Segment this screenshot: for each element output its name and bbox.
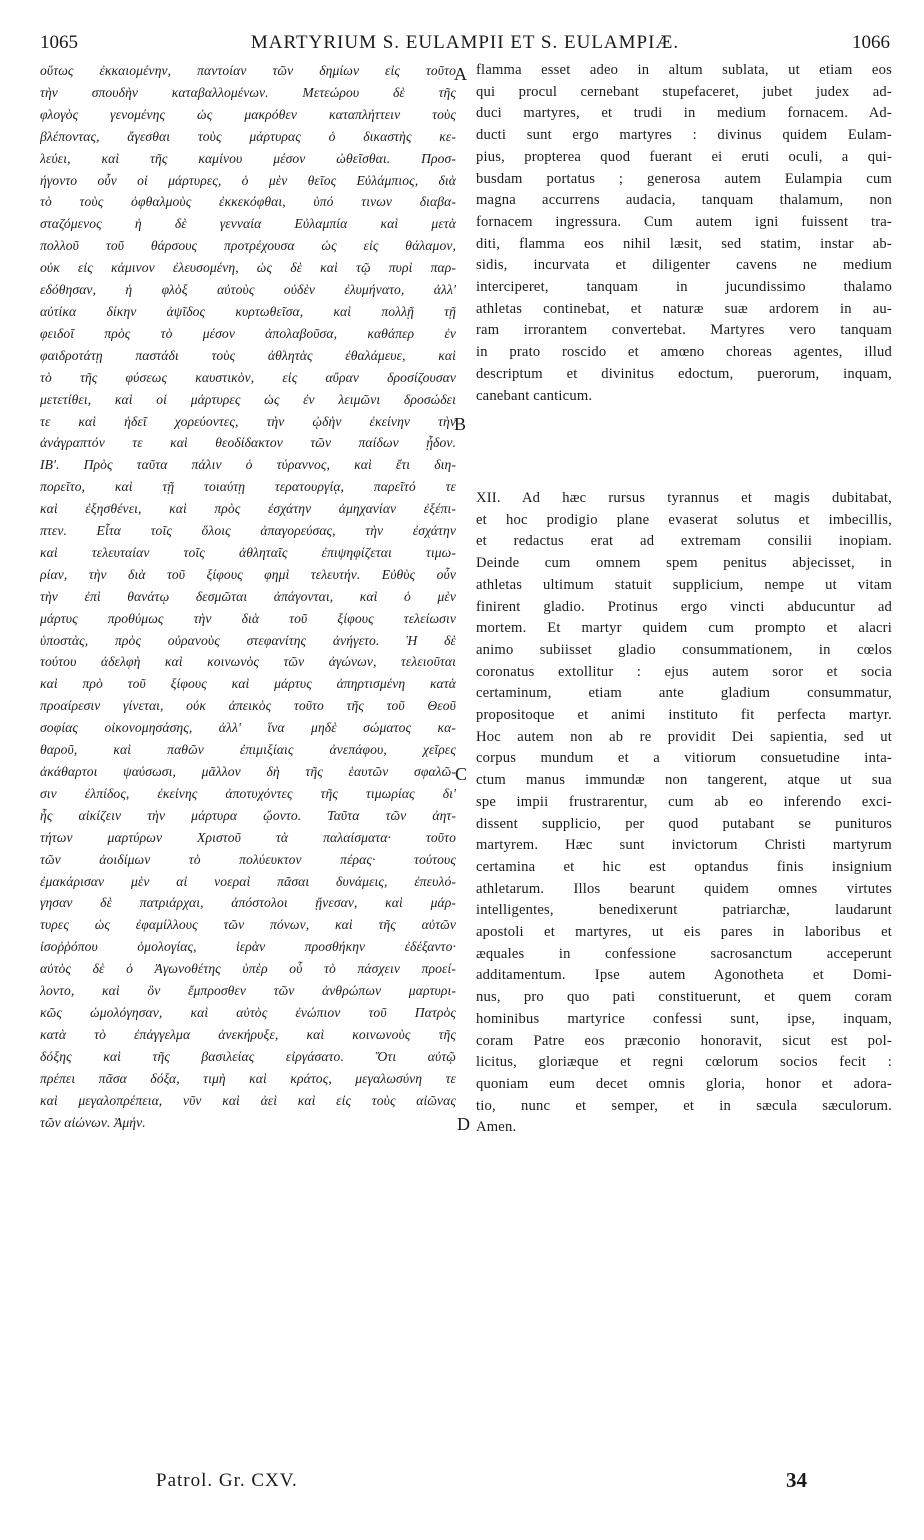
latin-text-line: Amen. (476, 1119, 517, 1136)
running-title: MARTYRIUM S. EULAMPII ET S. EULAMPIÆ. (250, 32, 680, 53)
greek-text-line: καὶ τελευταίαν τοῖς ἀθληταῖς ἐπιψηφίζεται τιμω- (40, 544, 456, 560)
greek-text-line: τὸ τοὺς ὀφθαλμοὺς ἐκκεκόφθαι, ὑπό τινων διαβα- (40, 194, 456, 210)
greek-text-line: καὶ πρὸ τοῦ ξίφους καὶ μάρτυς ἀπηρτισμένη κατὰ (40, 676, 456, 692)
latin-text-line: martyrem. Hæc sunt invictorum Christi martyrum (476, 837, 892, 854)
greek-text-line: ρίαν, τὴν διὰ τοῦ ξίφους φημὶ τελευτήν. Εὐθὺς οὖν (40, 566, 456, 582)
latin-text-line: et redactus erat ad extremam consilii inopiam. (476, 533, 892, 550)
greek-text-line: τε καὶ ἡδεῖ χορεύοντες, τὴν ᾠδὴν ἐκείνην τὴν (40, 413, 456, 429)
latin-text-line: dissent supplicio, per quod putabant se punituros (476, 815, 892, 832)
greek-text-line: φειδοῖ πρὸς τὸ μέσον ἀπολαβοῦσα, καθάπερ ἐν (40, 325, 456, 341)
latin-text-line: intelligentes, benedixerunt patriarchæ, laudarunt (476, 902, 892, 919)
latin-text-line: busdam portatus ; generosa autem Eulampia cum (476, 170, 892, 187)
latin-text-line: certaminum, etiam ante gladium consummatur, (476, 685, 892, 702)
latin-text-line: apostoli et martyres, ut eis pares in laboribus et (476, 924, 892, 941)
latin-text-line: interciperet, tanquam in jucundissimo thalamo (476, 279, 892, 296)
latin-text-line: animo subiisset gladio consummationem, in cœlos (476, 641, 892, 658)
greek-text-column (40, 60, 456, 1133)
greek-text-line: μάρτυς προθύμως τὴν διὰ τοῦ ξίφους τελείωσιν (40, 610, 456, 626)
latin-text-column-bottom (476, 488, 892, 1139)
patrologia-volume-note: Patrol. Gr. CXV. (156, 1470, 298, 1491)
greek-text-line: τούτου ἀδελφὴ καὶ κοινωνὸς τῶν ἀγώνων, τελειοῦται (40, 654, 456, 670)
greek-text-line: κῶς ὡμολόγησαν, καὶ αὐτὸς ἐνώπιον τοῦ Πατρὸς (40, 1004, 456, 1020)
greek-text-line: ἀνάγραπτόν τε καὶ θεοδίδακτον τῶν παίδων ᾖδον. (40, 435, 456, 451)
greek-text-line: αὐτίκα δίκην ἀψῖδος κυρτωθεῖσα, καὶ πολλῇ τῇ (40, 303, 456, 319)
latin-text-line: athletarum. Illos bearunt quidem omnes virtutes (476, 880, 892, 897)
latin-text-line: ram irrorantem convertebat. Martyres vero tanquam (476, 322, 892, 339)
greek-text-line: φλογὸς γενομένης ὡς μακρόθεν καταπλήττειν τοὺς (40, 106, 456, 122)
latin-text-line: athletas ultimum statuit supplicium, nempe ut vitam (476, 576, 892, 593)
latin-text-line: magna accurrens audacia, tanquam thalamum, non (476, 192, 892, 209)
section-marker-d: D (457, 1114, 470, 1134)
latin-text-line: Hoc autem non ab re providit Dei sapientia, sed ut (476, 728, 892, 745)
latin-text-line: canebant canticum. (476, 387, 593, 404)
latin-text-line: et hoc prodigio plane evaserat solutus et imbecillis, (476, 511, 892, 528)
latin-text-line: licitus, gloriæque et regni cœlorum socios fecit : (476, 1054, 892, 1071)
greek-text-line: κατὰ τὸ ἐπάγγελμα ἀνεκήρυξε, καὶ κοινωνοὺς τῆς (40, 1026, 456, 1042)
latin-text-line: spe impii frustrarentur, cum ab eo inferendo exci- (476, 793, 892, 810)
latin-text-line: duci martyres, et trudi in medium fornacem. Ad- (476, 105, 892, 122)
latin-text-line: mortem. Et martyr quidem cum prompto et alacri (476, 620, 892, 637)
greek-text-line: ἐμακάρισαν μὲν αἱ νοεραὶ πᾶσαι δυνάμεις, ἐπευλό- (40, 873, 456, 889)
section-marker-b: B (454, 414, 467, 434)
greek-text-line: τῶν αἰώνων. Ἀμήν. (40, 1114, 146, 1130)
latin-text-line: coram Patre eos præconio honoravit, sicut est pol- (476, 1032, 892, 1049)
greek-text-line: οὕτως ἐκκαιομένην, παντοίαν τῶν δημίων εἰς τοῦτο (40, 63, 456, 78)
greek-text-line: προαίρεσιν γίνεται, οὐκ ἀπεικὸς τοῦτο τῆς τοῦ Θεοῦ (40, 698, 456, 714)
latin-text-line: finirent gladio. Protinus ergo vincti abducuntur ad (476, 598, 892, 615)
greek-text-line: γησαν δὲ πατριάρχαι, ἀπόστολοι ᾔνεσαν, καὶ μάρ- (40, 895, 456, 911)
greek-text-line: λοντο, καὶ ὃν ἔμπροσθεν τῶν ἀνθρώπων μαρτυρι- (40, 983, 456, 999)
greek-text-line: τήτων μαρτύρων Χριστοῦ τὰ παλαίσματα· τοῦτο (40, 829, 456, 845)
greek-text-line: πολλοῦ τοῦ θάρσους προτρέχουσα ὡς εἰς θάλαμον, (40, 238, 456, 254)
greek-text-line: φαιδροτάτῃ παστάδι τοὺς ἀθλητὰς ἐθαλάμευε, καὶ (40, 347, 456, 363)
greek-text-line: τῶν ἀοιδίμων τὸ πολύευκτον πέρας· τούτους (40, 851, 456, 867)
latin-text-line: corpus mundum et a vitiorum consuetudine inta- (476, 750, 892, 767)
latin-text-line: nus, pro quo pati constituerunt, et quem coram (476, 989, 892, 1006)
latin-text-line: pius, propterea quod fuerant ei eruti oculi, a qui- (476, 148, 892, 165)
greek-text-line: δόξης καὶ τῆς βασιλείας εἰργάσατο. Ὅτι αὐτῷ (40, 1048, 456, 1064)
greek-text-line: καὶ ἐξησθένει, καὶ πρὸς ἐσχάτην ἀμηχανίαν ἐξέπι- (40, 501, 456, 517)
latin-text-line: diti, flamma eos nihil læsit, sed statim, instar ab- (476, 235, 892, 252)
running-header (40, 32, 890, 60)
section-marker-a: A (454, 64, 467, 84)
latin-text-line: sidis, incurvata et diligenter cavens ne medium (476, 257, 892, 274)
latin-text-column-top (476, 60, 892, 407)
signature-mark: 34 (786, 1468, 807, 1492)
latin-text-line: in prato roscido et amœno choreas agentes, illud (476, 344, 892, 361)
greek-text-line: εδόθησαν, ἡ φλὸξ αὐτοὺς οὐδὲν ἐλυμήνατο, ἀλλ' (40, 282, 456, 298)
greek-text-line: αὐτὸς δὲ ὁ Ἀγωνοθέτης ὑπὲρ οὗ τὸ πάσχειν προεί- (40, 961, 456, 977)
greek-text-line: τὴν ἐπὶ θανάτῳ δεσμῶται ἀπάγονται, καὶ ὁ μὲν (40, 588, 456, 604)
greek-text-line: ἀκάθαρτοι ψαύσωσι, μᾶλλον δὴ τῆς ἑαυτῶν σφαλῶ- (40, 764, 456, 779)
greek-text-line: πρέπει πᾶσα δόξα, τιμὴ καὶ κράτος, μεγαλωσύνη τε (40, 1070, 456, 1086)
latin-text-line: descriptum et divinitus edoctum, puerorum, inquam, (476, 365, 892, 382)
greek-text-line: τὴν σπουδὴν καταβαλλομένων. Μετεώρου δὲ τῆς (40, 84, 456, 100)
latin-text-line: flamma esset adeo in altum sublata, ut etiam eos (476, 62, 892, 78)
latin-text-line: propositoque et animi instituto fit perfecta martyr. (476, 707, 892, 724)
latin-text-line: coronatus extollitur : ejus autem soror et socia (476, 663, 892, 680)
latin-text-line: additamentum. Ipse autem Agonotheta et Domi- (476, 967, 892, 984)
page-number-right: 1066 (852, 32, 890, 53)
greek-text-line: οὐκ εἰς κάμινον ἐλευσομένη, ὡς δὲ καὶ τῷ πυρὶ παρ- (40, 260, 456, 276)
greek-text-line: ὑποστὰς, πρὸς οὐρανοὺς στεφανίτης ἀνήγετο. Ἡ δὲ (40, 632, 456, 648)
latin-text-line: fornacem ingressura. Cum autem igni fuissent tra- (476, 213, 892, 230)
greek-text-line: πτεν. Εἶτα τοῖς ὅλοις ἀπαγορεύσας, τὴν ἐσχάτην (40, 523, 456, 539)
greek-text-line: τυρες ὡς ἐφαμίλλους τῶν πόνων, καὶ τῆς αὐτῶν (40, 917, 456, 933)
greek-text-line: μετετίθει, καὶ οἱ μάρτυρες ὡς ἐν λειμῶνι δροσώδει (40, 391, 456, 407)
greek-text-line: πορεῖτο, καὶ τῇ τοιαύτῃ τερατουργίᾳ, παρεῖτό τε (40, 479, 456, 495)
latin-text-line: Deinde cum omnem spem penitus abjecisset, in (476, 555, 892, 572)
greek-text-line: τὸ τῆς φύσεως καυστικὸν, εἰς αὔραν δροσίζουσαν (40, 369, 456, 385)
latin-text-line: quoniam eum decet omnis gloria, honor et adora- (476, 1075, 892, 1092)
greek-text-line: λεύει, καὶ τῆς καμίνου μέσον ὠθεῖσθαι. Προσ- (40, 150, 456, 166)
greek-text-line: θαροῦ, καὶ παθῶν ἐπιμιξίαις ἀνεπάφου, χεῖρες (40, 742, 456, 758)
latin-text-line: ducti sunt ergo martyres : divinus quidem Eulam- (476, 127, 892, 144)
greek-text-line: σοφίας οἰκονομησάσης, ἀλλ' ἵνα μηδὲ σώματος κα- (40, 720, 456, 736)
latin-text-line: hominibus martyrice confessi sunt, ipse, inquam, (476, 1010, 892, 1027)
greek-text-line: ἧς αἰκίζειν τὴν μάρτυρα ᾤοντο. Ταῦτα τῶν ἀητ- (40, 807, 456, 823)
greek-text-line: ΙΒ'. Πρὸς ταῦτα πάλιν ὁ τύραννος, καὶ ἔτι διη- (40, 457, 456, 473)
page-number-left: 1065 (40, 32, 78, 53)
latin-text-line: XII. Ad hæc rursus tyrannus et magis dubitabat, (476, 490, 892, 506)
greek-text-line: βλέποντας, ἄγεσθαι τοὺς μάρτυρας ὁ δικαστὴς κε- (40, 128, 456, 144)
latin-text-line: athletas continebat, et naturæ suæ ardorem in au- (476, 300, 892, 317)
latin-text-line: qui procul cernebant stupefaceret, jubet judex ad- (476, 83, 892, 100)
latin-text-line: æquales in confessione sacrosanctum acceperunt (476, 945, 892, 962)
greek-text-line: καὶ μεγαλοπρέπεια, νῦν καὶ ἀεὶ καὶ εἰς τοὺς αἰῶνας (40, 1092, 456, 1108)
greek-text-line: ἰσοῤῥόπου ὁμολογίας, ἱερὰν προσθήκην ἐδέξαντο· (40, 939, 456, 955)
greek-text-line: σιν ἐλπίδος, ἐκείνης ἀποτυχόντες τῆς τιμωρίας δι' (40, 785, 456, 801)
latin-text-line: certamina et hic est optandus finis insignium (476, 858, 892, 875)
greek-text-line: ήγοντο οὖν οἱ μάρτυρες, ὁ μὲν θεῖος Εὐλάμπιος, διὰ (40, 172, 456, 188)
latin-text-line: tio, nunc et semper, et in sæcula sæculorum. (476, 1097, 892, 1114)
section-marker-c: C (455, 764, 468, 784)
greek-text-line: σταζόμενος ἡ δὲ γενναία Εὐλαμπία καὶ μετὰ (40, 216, 456, 232)
latin-text-line: ctum manus immundæ non tangerent, atque ut sua (476, 772, 892, 789)
